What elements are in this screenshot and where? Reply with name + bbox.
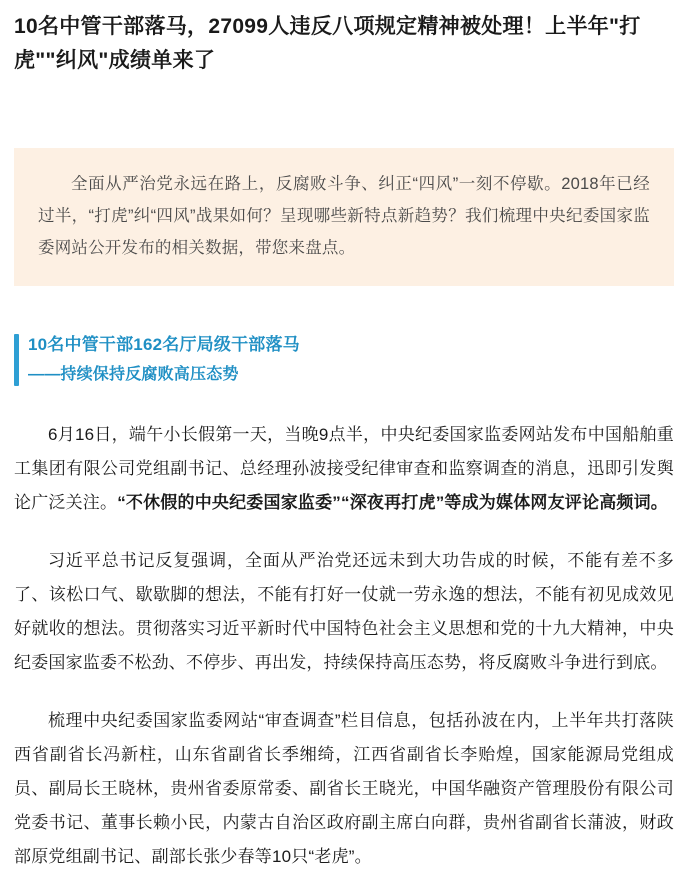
body-paragraph bbox=[14, 418, 674, 520]
paragraph-text: 梳理中央纪委国家监委网站“审查调查”栏目信息，包括孙波在内，上半年共打落陕西省副省长冯新柱，山东省副省长季缃绮，江西省副省长李贻煌，国家能源局党组成员、副局长王晓林，贵州省委原常委、副省长王晓光，中国华融资产管理股份有限公司党委书记、董事长赖小民，内蒙古自治区政府副主席白向群，贵州省副省长蒲波，财政部原党组副书记、副部长张少春等10只“老虎”。 bbox=[14, 711, 674, 866]
title-spacer bbox=[14, 86, 674, 148]
article-body bbox=[14, 418, 674, 874]
section-gap bbox=[14, 296, 674, 330]
paragraph-text: 6月16日，端午小长假第一天，当晚9点半，中央纪委国家监委网站发布中国船舶重工集团有限公司党组副书记、总经理孙波接受纪律审查和监察调查的消息，迅即引发舆论广泛关注。 bbox=[14, 425, 674, 512]
body-paragraph bbox=[14, 704, 674, 874]
section-subtitle: ——持续保持反腐败高压态势 bbox=[28, 366, 239, 383]
emphasis-text: “不休假的中央纪委国家监委”“深夜再打虎”等成为媒体网友评论高频词。 bbox=[117, 493, 669, 512]
section-title: 10名中管干部162名厅局级干部落马 bbox=[28, 335, 300, 354]
section-heading bbox=[14, 330, 674, 390]
lead-callout bbox=[14, 148, 674, 286]
lead-text: 全面从严治党永远在路上，反腐败斗争、纠正“四风”一刻不停歇。2018年已经过半，“打虎”纠“四风”战果如何？呈现哪些新特点新趋势？我们梳理中央纪委国家监委网站公开发布的相关数据，带您来盘点。 bbox=[38, 175, 650, 257]
body-gap bbox=[14, 396, 674, 418]
paragraph-text: 习近平总书记反复强调，全面从严治党还远未到大功告成的时候，不能有差不多了、该松口气、歇歇脚的想法，不能有打好一仗就一劳永逸的想法，不能有初见成效见好就收的想法。贯彻落实习近平新时代中国特色社会主义思想和党的十九大精神，中央纪委国家监委不松劲、不停步、再出发，持续保持高压态势，将反腐败斗争进行到底。 bbox=[14, 551, 674, 672]
accent-bar-icon bbox=[14, 334, 19, 386]
page-title: 10名中管干部落马，27099人违反八项规定精神被处理！上半年"打虎""纠风"成绩单来了 bbox=[14, 15, 641, 72]
body-paragraph bbox=[14, 544, 674, 680]
